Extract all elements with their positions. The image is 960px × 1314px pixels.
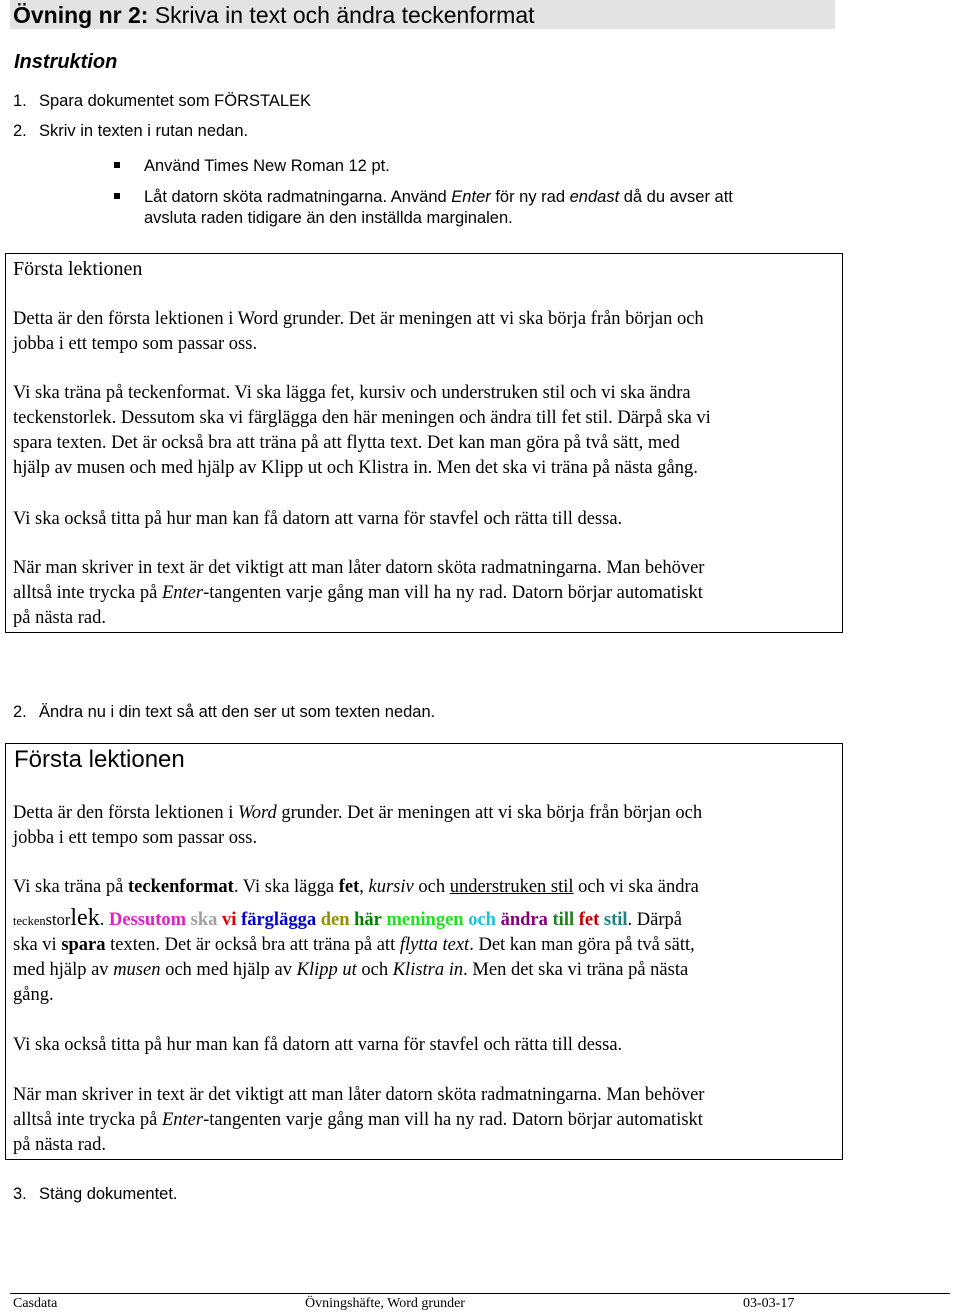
box2-line: ska vi spara texten. Det är också bra att träna på att flytta text. Det kan man göra på två sätt, xyxy=(13,935,695,955)
colored-word: ska xyxy=(190,910,218,930)
box1-line: teckenstorlek. Dessutom ska vi färglägga den här meningen och ändra till fet stil. Därpå ska vi xyxy=(13,408,711,428)
bullet-square-icon xyxy=(114,162,120,168)
step-close: 3. Stäng dokumentet. xyxy=(13,1185,178,1203)
step-change: 2. Ändra nu i din text så att den ser ut som texten nedan. xyxy=(13,703,436,721)
footer-right: 03-03-17 xyxy=(743,1296,795,1311)
box1-line: Vi ska också titta på hur man kan få datorn att varna för stavfel och rätta till dessa. xyxy=(13,509,623,529)
box1-line: jobba i ett tempo som passar oss. xyxy=(13,334,258,354)
box1-line: på nästa rad. xyxy=(13,608,106,628)
box2-line: jobba i ett tempo som passar oss. xyxy=(13,828,258,848)
box2-line: Detta är den första lektionen i Word grunder. Det är meningen att vi ska börja från början och xyxy=(13,803,703,823)
box2-heading: Första lektionen xyxy=(14,746,185,773)
box2-line: Vi ska också titta på hur man kan få datorn att varna för stavfel och rätta till dessa. xyxy=(13,1035,623,1055)
box2-line: Vi ska träna på teckenformat. Vi ska lägga fet, kursiv och understruken stil och vi ska ändra xyxy=(13,877,699,897)
instruction-heading: Instruktion xyxy=(14,51,118,73)
footer-center: Övningshäfte, Word grunder xyxy=(305,1296,465,1311)
box2-line: När man skriver in text är det viktigt att man låter datorn sköta radmatningarna. Man behöver xyxy=(13,1085,705,1105)
bullet-square-icon xyxy=(114,193,120,199)
footer-divider xyxy=(10,1293,950,1294)
colored-word: stil xyxy=(603,910,628,930)
step-1: 1. Spara dokumentet som FÖRSTALEK xyxy=(13,92,312,110)
colored-word: till xyxy=(552,910,575,930)
colored-word: ändra xyxy=(500,910,548,930)
box1-label: Första lektionen xyxy=(13,258,143,280)
box1-line: När man skriver in text är det viktigt att man låter datorn sköta radmatningarna. Man behöver xyxy=(13,558,705,578)
colored-word: här xyxy=(354,910,382,930)
box2-line: med hjälp av musen och med hjälp av Klipp ut och Klistra in. Men det ska vi träna på nästa xyxy=(13,960,689,980)
footer-left: Casdata xyxy=(13,1296,58,1311)
box1-line: Vi ska träna på teckenformat. Vi ska lägga fet, kursiv och understruken stil och vi ska ändra xyxy=(13,383,691,403)
colored-word: fet xyxy=(578,910,600,930)
box1-line: spara texten. Det är också bra att träna på att flytta text. Det kan man göra på två sätt, med xyxy=(13,433,680,453)
colored-word: den xyxy=(320,910,350,930)
colored-word: färglägga xyxy=(241,910,317,930)
box1-line: hjälp av musen och med hjälp av Klipp ut och Klistra in. Men det ska vi träna på nästa gång. xyxy=(13,458,698,478)
colored-word: och xyxy=(468,910,496,930)
page-title: Övning nr 2: Skriva in text och ändra teckenformat xyxy=(13,2,535,28)
box2-line: gång. xyxy=(13,985,54,1005)
box1-line: Detta är den första lektionen i Word grunder. Det är meningen att vi ska börja från början och xyxy=(13,309,704,329)
box2-line: på nästa rad. xyxy=(13,1135,106,1155)
colored-word: vi xyxy=(222,910,237,930)
box2-line: alltså inte trycka på Enter-tangenten varje gång man vill ha ny rad. Datorn börjar automatiskt xyxy=(13,1110,703,1130)
colored-word: Dessutom xyxy=(108,910,187,930)
box2-line-colored: teckenstorlek. Dessutom ska vi färglägga den här meningen och ändra till fet stil. Därpå xyxy=(13,905,682,931)
step-2: 2. Skriv in texten i rutan nedan. xyxy=(13,122,249,140)
colored-sentence xyxy=(109,910,628,930)
box1-line: alltså inte trycka på Enter-tangenten varje gång man vill ha ny rad. Datorn börjar automatiskt xyxy=(13,583,703,603)
colored-word: meningen xyxy=(386,910,464,930)
